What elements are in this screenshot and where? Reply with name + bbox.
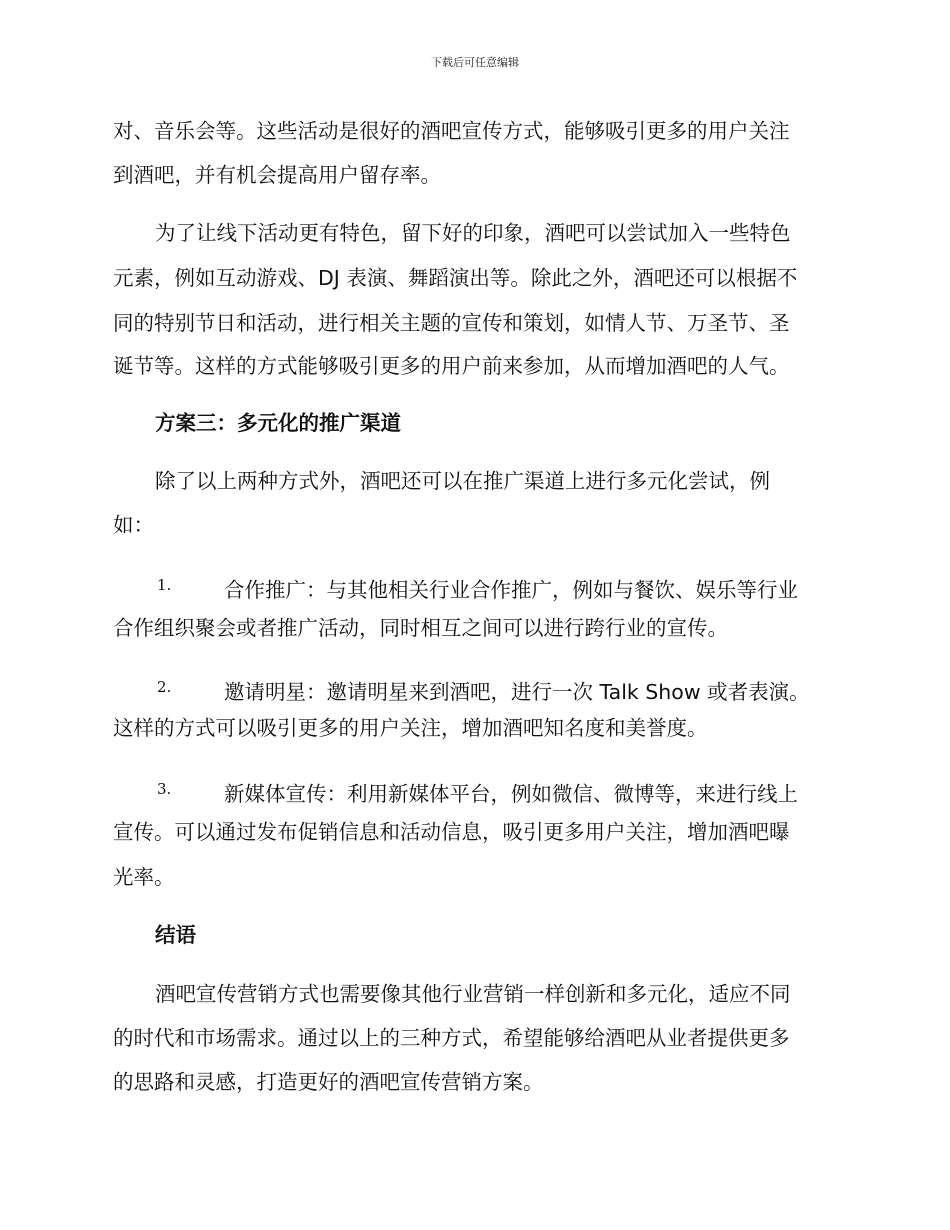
paragraph-line: 如：: [113, 513, 154, 537]
paragraph-line: 元素，例如互动游戏、DJ 表演、舞蹈演出等。除此之外，酒吧还可以根据不: [113, 266, 798, 290]
paragraph-line: 到酒吧，并有机会提高用户留存率。: [113, 163, 441, 187]
paragraph-line: 酒吧宣传营销方式也需要像其他行业营销一样创新和多元化，适应不同: [155, 982, 791, 1006]
paragraph-line: 除了以上两种方式外，酒吧还可以在推广渠道上进行多元化尝试，例: [155, 469, 770, 493]
list-item-line: 这样的方式可以吸引更多的用户关注，增加酒吧知名度和美誉度。: [113, 716, 708, 740]
list-item-line: 光率。: [113, 865, 175, 889]
section-heading: 方案三：多元化的推广渠道: [155, 411, 401, 435]
paragraph-line: 的思路和灵感，打造更好的酒吧宣传营销方案。: [113, 1070, 544, 1094]
list-number: 1.: [157, 576, 172, 594]
paragraph-line: 诞节等。这样的方式能够吸引更多的用户前来参加，从而增加酒吧的人气。: [113, 354, 790, 378]
paragraph-line: 的时代和市场需求。通过以上的三种方式，希望能够给酒吧从业者提供更多: [113, 1026, 790, 1050]
list-number: 2.: [157, 678, 172, 696]
section-heading: 结语: [155, 923, 196, 947]
list-item-line: 邀请明星：邀请明星来到酒吧，进行一次 Talk Show 或者表演。: [224, 680, 810, 704]
list-item-line: 合作组织聚会或者推广活动，同时相互之间可以进行跨行业的宣传。: [113, 616, 728, 640]
page-header: 下载后可任意编辑: [431, 56, 519, 69]
list-item-line: 宣传。可以通过发布促销信息和活动信息，吸引更多用户关注，增加酒吧曝: [113, 820, 790, 844]
list-item-line: 合作推广：与其他相关行业合作推广，例如与餐饮、娱乐等行业: [224, 578, 798, 602]
paragraph-line: 同的特别节日和活动，进行相关主题的宣传和策划，如情人节、万圣节、圣: [113, 311, 790, 335]
list-item-line: 新媒体宣传：利用新媒体平台，例如微信、微博等，来进行线上: [224, 782, 798, 806]
list-number: 3.: [157, 780, 172, 798]
paragraph-line: 为了让线下活动更有特色，留下好的印象，酒吧可以尝试加入一些特色: [155, 221, 791, 245]
paragraph-line: 对、音乐会等。这些活动是很好的酒吧宣传方式，能够吸引更多的用户关注: [113, 119, 790, 143]
